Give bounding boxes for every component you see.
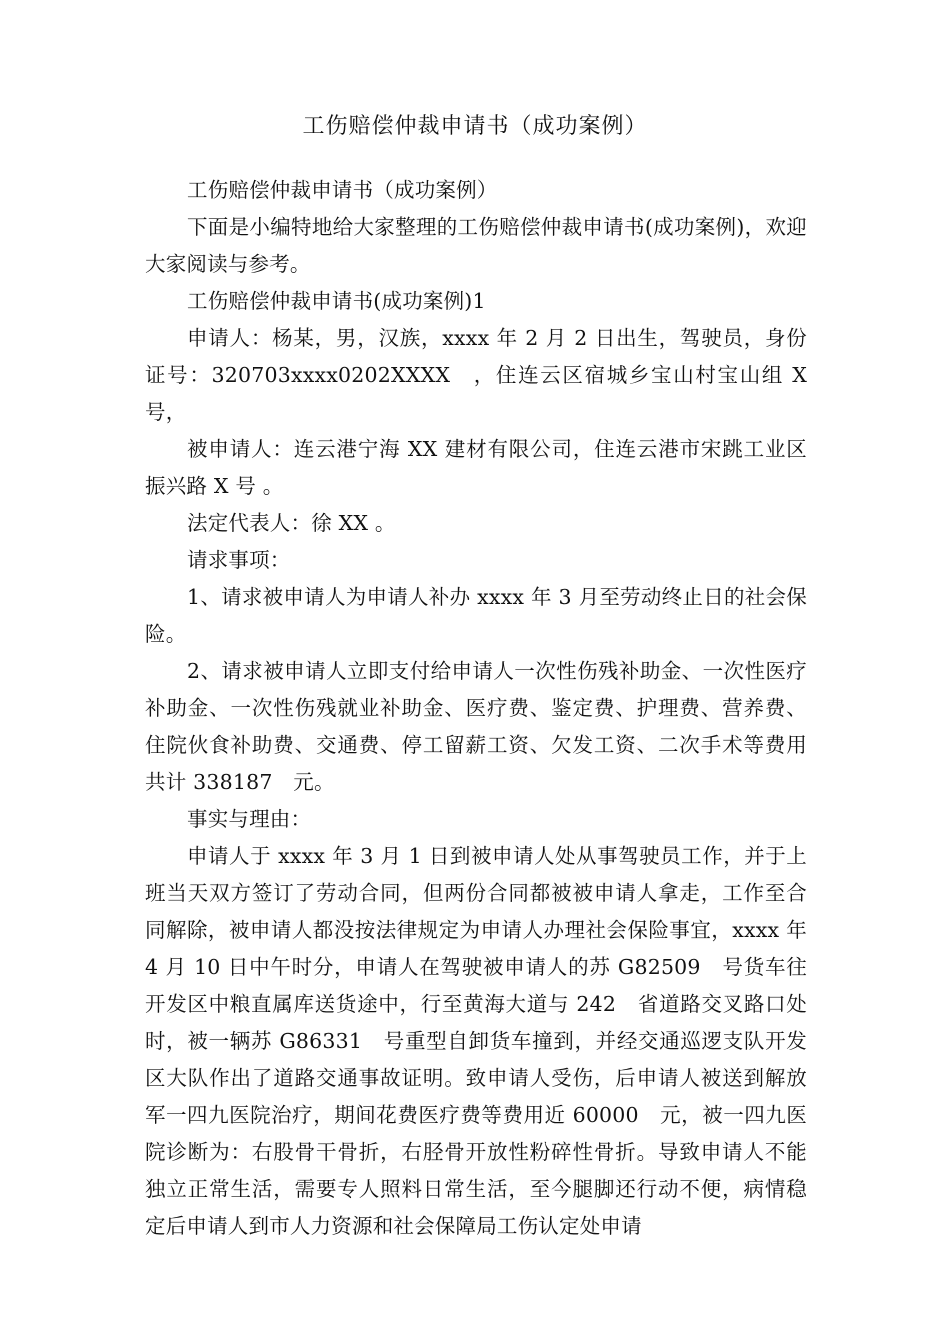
paragraph-claim-1: 1、请求被申请人为申请人补办 xxxx 年 3 月至劳动终止日的社会保险。 <box>145 585 807 646</box>
paragraph-legal-representative: 法定代表人：徐 XX 。 <box>187 511 396 535</box>
paragraph-respondent: 被申请人：连云港宁海 XX 建材有限公司，住连云港市宋跳工业区振兴路 X 号 。 <box>145 437 807 498</box>
paragraph-case-title: 工伤赔偿仲裁申请书(成功案例)1 <box>187 289 486 313</box>
paragraph-facts-heading: 事实与理由： <box>187 807 312 831</box>
paragraph-claim-2: 2、请求被申请人立即支付给申请人一次性伤残补助金、一次性医疗补助金、一次性伤残就业补助金、医疗费、鉴定费、护理费、营养费、住院伙食补助费、交通费、停工留薪工资、欠发工资、二次手术等费用共计 338187 元。 <box>145 659 807 794</box>
paragraph-intro: 下面是小编特地给大家整理的工伤赔偿仲裁申请书(成功案例)，欢迎大家阅读与参考。 <box>145 215 807 276</box>
paragraph-heading-repeat: 工伤赔偿仲裁申请书（成功案例） <box>187 178 498 202</box>
paragraph-claims-heading: 请求事项： <box>187 548 291 572</box>
paragraph-applicant: 申请人：杨某，男，汉族，xxxx 年 2 月 2 日出生，驾驶员，身份证号：320703xxxx0202XXXX ，住连云区宿城乡宝山村宝山组 X 号， <box>145 326 807 424</box>
document-body <box>145 172 807 1245</box>
paragraph-facts-body: 申请人于 xxxx 年 3 月 1 日到被申请人处从事驾驶员工作，并于上班当天双方签订了劳动合同，但两份合同都被被申请人拿走，工作至合同解除，被申请人都没按法律规定为申请人办理社会保险事宜，xxxx 年 4 月 10 日中午时分，申请人在驾驶被申请人的苏 G82509 号货车往开发区中粮直属库送货途中，行至黄海大道与 242 省道路交叉路口处时，被一辆苏 G86331 号重型自卸货车撞到，并经交通巡逻支队开发区大队作出了道路交通事故证明。致申请人受伤，后申请人被送到解放军一四九医院治疗，期间花费医疗费等费用近 60000 元，被一四九医院诊断为：右股骨干骨折，右胫骨开放性粉碎性骨折。导致申请人不能独立正常生活，需要专人照料日常生活，至今腿脚还行动不便，病情稳定后申请人到市人力资源和社会保障局工伤认定处申请 <box>145 844 807 1238</box>
document-title: 工伤赔偿仲裁申请书（成功案例） <box>302 114 648 139</box>
